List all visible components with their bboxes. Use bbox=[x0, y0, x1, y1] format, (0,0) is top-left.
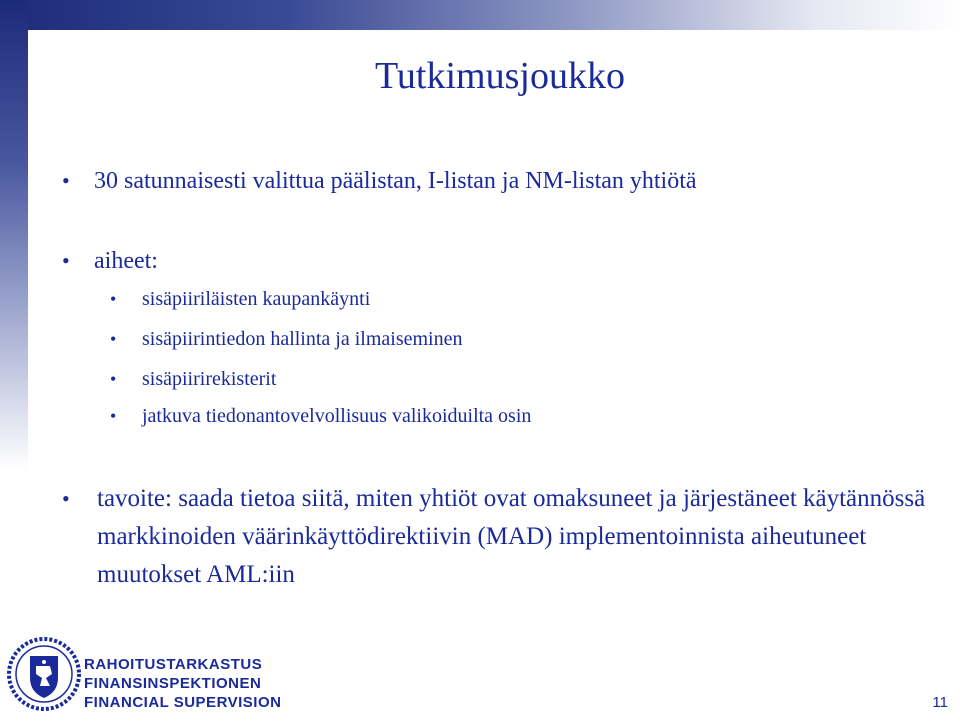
sub-bullet-text: sisäpiirirekisterit bbox=[142, 368, 277, 390]
sub-bullet-item bbox=[110, 368, 276, 391]
bullet-item bbox=[62, 248, 158, 275]
sub-bullet-text: sisäpiiriläisten kaupankäynti bbox=[142, 288, 371, 310]
sub-bullet-text: jatkuva tiedonantovelvollisuus valikoiduilta osin bbox=[142, 405, 532, 427]
bullet-icon: • bbox=[110, 406, 117, 426]
sub-bullet-text: sisäpiirintiedon hallinta ja ilmaiseminen bbox=[142, 328, 463, 350]
slide-title: Tutkimusjoukko bbox=[375, 55, 625, 97]
page-number: 11 bbox=[932, 694, 948, 711]
bullet-item-goal bbox=[62, 480, 942, 594]
bullet-icon: • bbox=[62, 168, 70, 193]
org-name-english: FINANCIAL SUPERVISION bbox=[84, 694, 282, 711]
bullet-icon: • bbox=[62, 248, 70, 273]
bullet-icon: • bbox=[110, 369, 117, 389]
top-frame-bar bbox=[0, 0, 960, 30]
coat-of-arms-logo bbox=[6, 630, 82, 718]
bullet-text: 30 satunnaisesti valittua päälistan, I-listan ja NM-listan yhtiötä bbox=[94, 168, 697, 194]
bullet-icon: • bbox=[110, 289, 117, 309]
bullet-text: aiheet: bbox=[94, 248, 158, 274]
sub-bullet-item bbox=[110, 405, 531, 428]
bullet-icon: • bbox=[110, 329, 117, 349]
bullet-text: tavoite: saada tietoa siitä, miten yhtiöt ovat omaksuneet ja järjestäneet käytännössä markkinoiden väärinkäyttödirektiivin (MAD) implementoinnista aiheutuneet muutokset AML:iin bbox=[97, 485, 926, 588]
bullet-icon: • bbox=[62, 486, 70, 511]
org-name-finnish: RAHOITUSTARKASTUS bbox=[84, 656, 263, 673]
org-name-swedish: FINANSINSPEKTIONEN bbox=[84, 675, 262, 692]
sub-bullet-item bbox=[110, 328, 463, 351]
bullet-item bbox=[62, 168, 697, 195]
sub-bullet-item bbox=[110, 288, 370, 311]
